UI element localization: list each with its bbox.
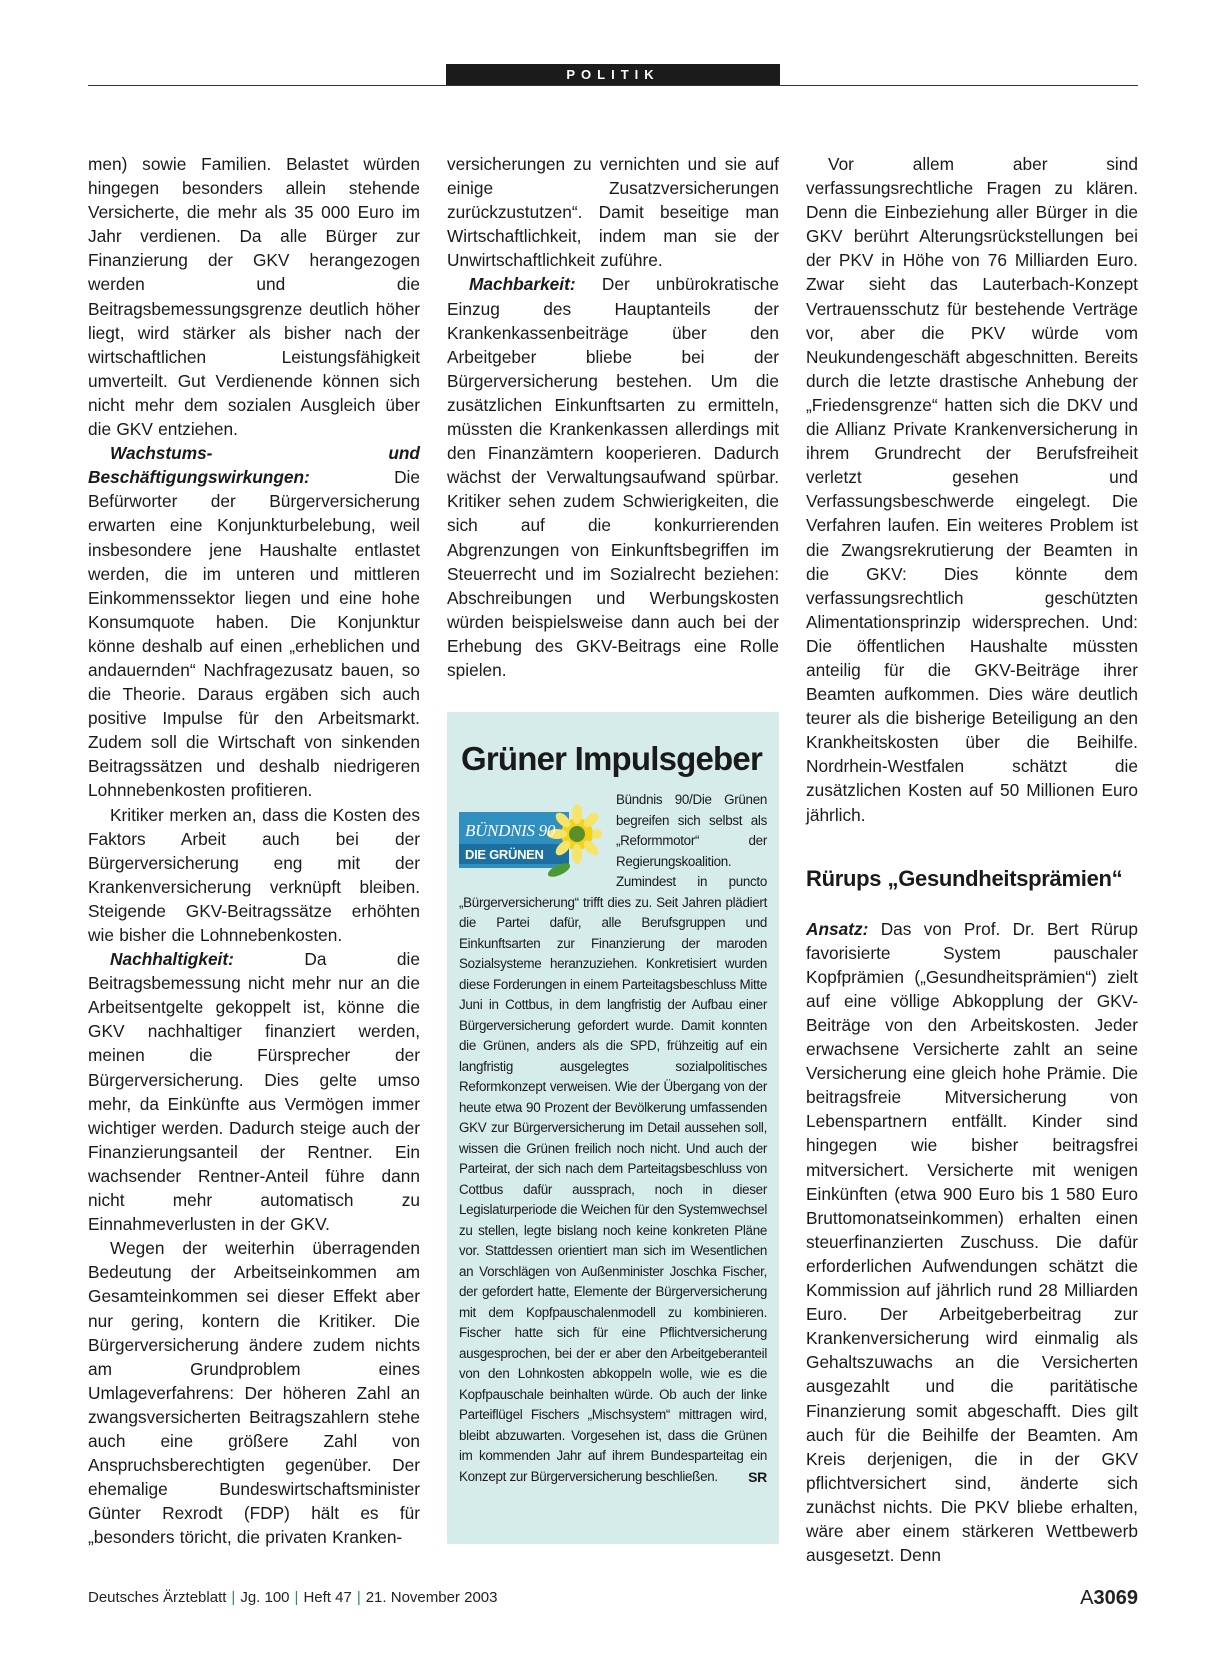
paragraph-lead: Ansatz: (806, 918, 869, 939)
box-title: Grüner Impulsgeber (461, 740, 763, 777)
column-1 (88, 152, 420, 1549)
paragraph: versicherungen zu vernichten und sie auf einige Zusatzversicherungen zurückzustutzen“. Damit beseitige man Wirtschaftlichkeit, indem man sie der Unwirtschaftlichkeit zuführe. (447, 154, 779, 271)
paragraph-lead: Wachstums- und Beschäftigungswirkungen: (88, 443, 420, 488)
paragraph: Wegen der weiterhin überragenden Bedeutung der Arbeitseinkommen am Gesamteinkommen sei dieser Effekt aber nur gering, kontern die Kritiker. Die Bürgerversicherung ändere zudem nichts am Grundproblem eines Umlageverfahrens: Der höheren Zahl an zwangsversicherten Beitragszahlern stehe auch eine größere Zahl von Anspruchsberechtigten gegenüber. Der ehemalige Bundeswirtschaftsminister Günter Rexrodt (FDP) hält es für „besonders töricht, die privaten Kranken- (88, 1238, 420, 1548)
party-logo (459, 804, 602, 882)
separator: | (231, 1589, 236, 1606)
party-logo-graphic (459, 804, 602, 882)
page-number-value: 3069 (1093, 1587, 1138, 1609)
journal-name: Deutsches Ärzteblatt (88, 1589, 227, 1606)
column-2 (447, 152, 779, 682)
paragraph-text: Die Befürworter der Bürgerversicherung erwarten eine Konjunkturbelebung, weil insbesondere jene Haushalte entlastet werden, die im unteren und mittleren Einkommenssektor liegen und eine hohe Konsumquote haben. Die Konjunktur könne deshalb auf einen „erheblichen und andauernden“ Nachfragezusatz bauen, so die Theorie. Daraus ergäben sich auch positive Impulse für den Arbeitsmarkt. Zudem soll die Wirtschaft von sinkenden Beitragssätzen und deshalb niedrigeren Lohnnebenkosten profitieren. (88, 467, 420, 801)
paragraph-text: Der unbürokratische Einzug des Hauptanteils der Krankenkassenbeiträge über den Arbeitgeber bliebe bei der Bürgerversicherung bestehen. Um die zusätzlichen Einkunftsarten zu ermitteln, müssten die Krankenkassen allerdings mit den Finanzämtern kooperieren. Dadurch wächst der Verwaltungsaufwand spürbar. Kritiker sehen zudem Schwierigkeiten, die sich auf die konkurrierenden Abgrenzungen von Einkunftsbegriffen im Steuerrecht und im Sozialrecht beziehen: Abschreibungen und Werbungskosten würden beispielsweise dann auch bei der Erhebung des GKV-Beitrags eine Rolle spielen. (447, 274, 779, 680)
journal-date: 21. November 2003 (365, 1589, 498, 1606)
journal-issue: Heft 47 (303, 1589, 352, 1606)
page-number (1080, 1586, 1138, 1610)
logo-text-2: DIE GRÜNEN (465, 847, 544, 862)
box-body (459, 790, 767, 1487)
paragraph-text: Das von Prof. Dr. Bert Rürup favorisierte System pauschaler Kopfprämien („Gesundheitsprämien“) zielt auf eine völlige Abkopplung der GKV-Beiträge von den Arbeitskosten. Jeder erwachsene Versicherte zahlt an seine Versicherung eine gleich hohe Prämie. Die beitragsfreie Mitversicherung von Lebenspartnern entfällt. Kinder sind hingegen wie bisher beitragsfrei mitversichert. Versicherte mit wenigen Einkünften (etwa 900 Euro bis 1 580 Euro Bruttomonatseinkommen) erhalten einen steuerfinanzierten Zuschuss. Die dafür erforderlichen Aufwendungen schätzt die Kommission auf jährlich rund 28 Milliarden Euro. Der Arbeitgeberbeitrag zur Krankenversicherung wird einmalig als Gehaltszuwachs an die Versicherten ausgezahlt und die paritätische Finanzierung somit abgeschafft. Dies gilt auch für die Beihilfe der Beamten. Am Kreis derjenigen, die in der GKV pflichtversichert sind, änderte sich zunächst nichts. Die PKV bliebe erhalten, wäre aber einem stärkeren Wettbewerb ausgesetzt. Denn (806, 918, 1138, 1566)
page-prefix: A (1080, 1587, 1094, 1609)
column-3 (806, 152, 1138, 1567)
sidebar-box (447, 712, 779, 1544)
paragraph: Kritiker merken an, dass die Kosten des Faktors Arbeit auch bei der Bürgerversicherung eng mit der Krankenversicherung verknüpft bleiben. Steigende GKV-Beitragssätze erhöhten wie bisher die Lohnnebenkosten. (88, 804, 420, 945)
journal-volume: Jg. 100 (240, 1589, 290, 1606)
paragraph: men) sowie Familien. Belastet würden hingegen besonders allein stehende Versicherte, die mehr als 35 000 Euro im Jahr verdienen. Da alle Bürger zur Finanzierung der GKV herangezogen werden und die Beitragsbemessungsgrenze deutlich höher liegt, wird stärker als bisher nach der wirtschaftlichen Leistungsfähigkeit umverteilt. Gut Verdienende können sich nicht mehr dem sozialen Ausgleich über die GKV entziehen. (88, 154, 420, 440)
paragraph (806, 917, 1138, 1568)
paragraph (88, 947, 420, 1236)
paragraph-text: Da die Beitragsbemessung nicht mehr nur an die Arbeitsentgelte gekoppelt ist, könne die GKV nachhaltiger finanziert werden, meinen die Fürsprecher der Bürgerversicherung. Dies gelte umso mehr, da Einkünfte aus Vermögen immer wichtiger werden. Dadurch steige auch der Finanzierungsanteil der Rentner. Ein wachsender Rentner-Anteil führe dann nicht mehr automatisch zu Einnahmeverlusten in der GKV. (88, 949, 420, 1235)
paragraph (447, 272, 779, 682)
separator: | (356, 1589, 361, 1606)
author-signature: SR (748, 1468, 767, 1485)
box-text: Bündnis 90/Die Grünen begreifen sich selbst als „Reformmotor“ der Regierungskoalition. Zumindest in puncto „Bürgerversicherung“ trifft dies zu. Seit Jahren plädiert die Partei dafür, alle Berufsgruppen und Einkunftsarten zur Finanzierung der maroden Sozialsysteme heranzuziehen. Konkretisiert wurden diese Forderungen in einem Parteitagsbeschluss Mitte Juni in Cottbus, in dem langfristig der Aufbau einer Bürgerversicherung gefordert wurde. Damit konnten die Grünen, anders als die SPD, frühzeitig auf ein langfristig ausgelegtes sozialpolitisches Reformkonzept verweisen. Wie der Übergang von der heute etwa 90 Prozent der Bevölkerung umfassenden GKV zur Bürgerversicherung im Detail aussehen soll, wissen die Grünen freilich noch nicht. Und auch der Parteirat, der sich nach dem Parteitagsbeschluss von Cottbus dafür aussprach, noch in dieser Legislaturperiode die Weichen für den Systemwechsel zu stellen, legte bislang noch keine konkreten Pläne vor. Stattdessen orientiert man sich im Wesentlichen an Vorschlägen von Außenminister Joschka Fischer, der gefordert hatte, Elemente der Bürgerversicherung mit dem Kopfpauschalenmodell zu kombinieren. Fischer hatte sich für eine Pflichtversicherung ausgesprochen, bei der er aber den Arbeitgeberanteil von den Lohnkosten abkoppeln wolle, wie es die Kopfpauschale beinhalten würde. Ob auch der linke Parteiflügel Fischers „Mischsystem“ mittragen wird, bleibt abzuwarten. Vorgesehen ist, dass die Grünen im kommenden Jahr auf ihrem Bundesparteitag ein Konzept zur Bürgerversicherung beschließen. (459, 792, 767, 1484)
sub-heading: Rürups „Gesundheitsprämien“ (806, 865, 1123, 891)
logo-text-1: BÜNDNIS 90 (465, 821, 556, 840)
page-footer (88, 1586, 1138, 1610)
paragraph: Vor allem aber sind verfassungsrechtliche Fragen zu klären. Denn die Einbeziehung aller Bürger in die GKV berührt Alterungsrückstellungen bei der PKV in Höhe von 76 Milliarden Euro. Zwar sieht das Lauterbach-Konzept Vertrauensschutz für bestehende Verträge vor, aber die PKV würde vom Neukundengeschäft abgeschnitten. Bereits durch die letzte drastische Anhebung der „Friedensgrenze“ hatten sich die DKV und die Allianz Private Krankenversicherung in ihrem Grundrecht der Berufsfreiheit verletzt gesehen und Verfassungsbeschwerde eingelegt. Die Verfahren laufen. Ein weiteres Problem ist die Zwangsrekrutierung der Beamten in die GKV: Dies könnte dem verfassungsrechtlich geschützten Alimentationsprinzip widersprechen. Und: Die öffentlichen Haushalte müssten anteilig für die GKV-Beiträge ihrer Beamten aufkommen. Dies wäre deutlich teurer als die bisherige Beteiligung an den Krankheitskosten über die Beihilfe. Nordrhein-Westfalen schätzt die zusätzlichen Kosten auf 50 Millionen Euro jährlich. (806, 154, 1138, 825)
paragraph-lead: Machbarkeit: (469, 274, 576, 295)
header-rule (88, 85, 1138, 86)
paragraph (88, 441, 420, 802)
section-label: POLITIK (446, 64, 780, 86)
paragraph-lead: Nachhaltigkeit: (110, 949, 234, 970)
separator: | (294, 1589, 299, 1606)
